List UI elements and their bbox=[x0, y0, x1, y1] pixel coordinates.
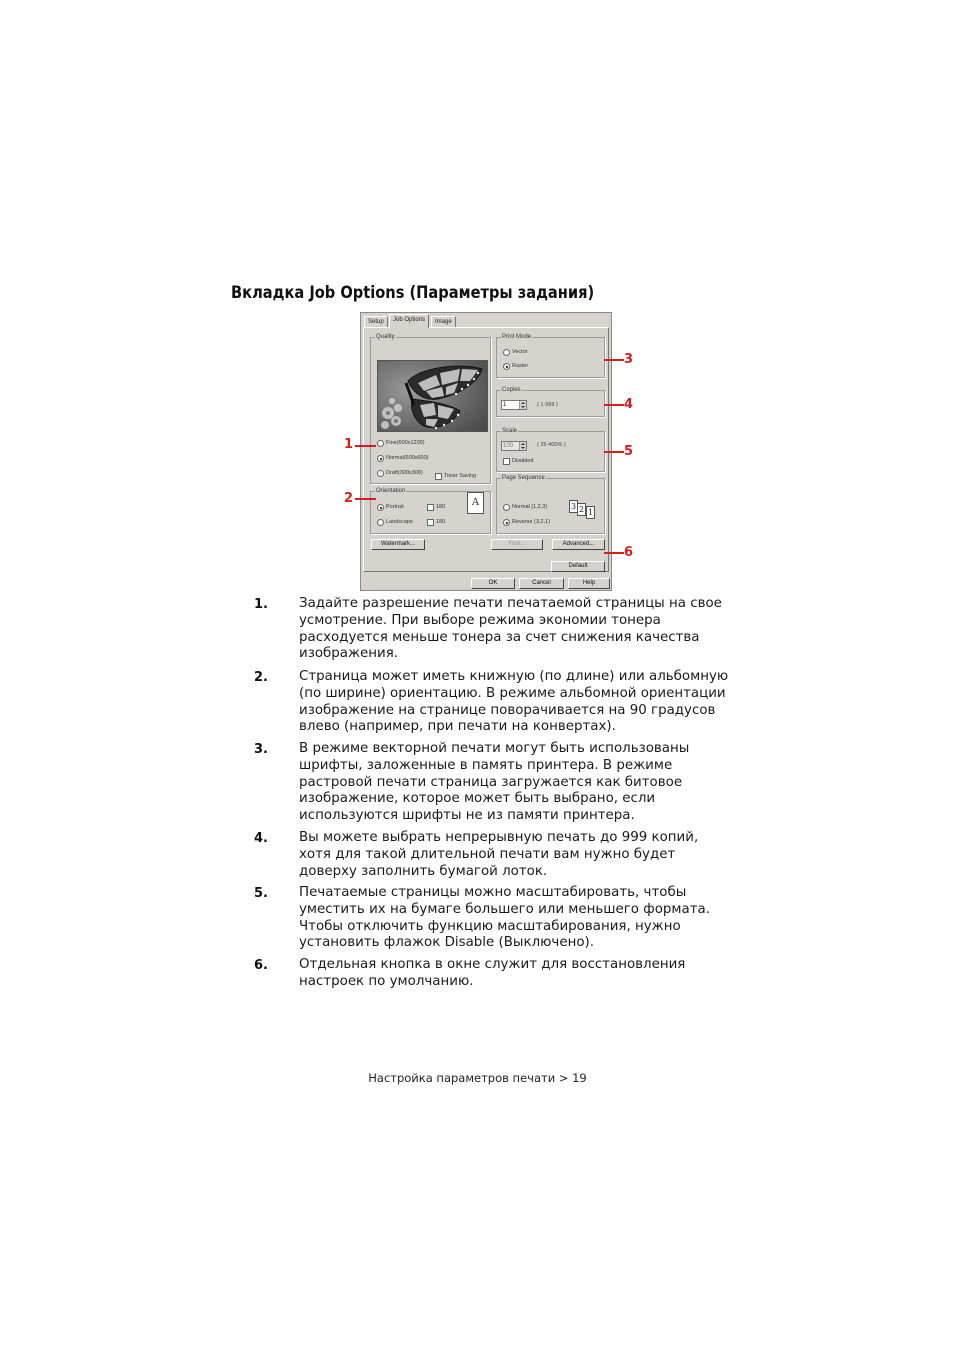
callout-5: 5 bbox=[624, 444, 634, 459]
list-item-text: Вы можете выбрать непрерывную печать до 999 копий, хотя для такой длительной печати вам нужно будет доверху заполнить бумагой лоток. bbox=[299, 830, 699, 879]
raster-radio[interactable]: Raster bbox=[503, 363, 528, 370]
radio-selected-icon bbox=[377, 455, 384, 462]
advanced-button[interactable]: Advanced... bbox=[552, 539, 605, 550]
checkbox-icon bbox=[427, 504, 434, 511]
tab-setup[interactable]: Setup bbox=[364, 316, 388, 327]
print-mode-legend: Print Mode bbox=[502, 334, 532, 340]
list-item-number: 2. bbox=[254, 670, 268, 685]
ok-button[interactable]: OK bbox=[471, 578, 515, 589]
radio-icon bbox=[503, 504, 510, 511]
landscape-radio[interactable]: Landscape bbox=[377, 519, 413, 526]
default-button[interactable]: Default bbox=[551, 561, 605, 572]
copies-stepper[interactable] bbox=[501, 400, 527, 410]
list-item-number: 4. bbox=[254, 831, 268, 846]
sequence-reverse-radio[interactable]: Reverse (3,2,1) bbox=[503, 519, 550, 526]
page-sequence-legend: Page Sequence bbox=[502, 475, 545, 481]
list-item-number: 1. bbox=[254, 597, 268, 612]
radio-selected-icon bbox=[377, 504, 384, 511]
radio-icon bbox=[503, 349, 510, 356]
print-mode-group bbox=[496, 334, 605, 378]
list-item-text: Отдельная кнопка в окне служит для восстановления настроек по умолчанию. bbox=[299, 957, 686, 989]
copies-range: ( 1-999 ) bbox=[537, 402, 558, 408]
callout-5-line bbox=[604, 451, 624, 453]
landscape-180-checkbox[interactable]: 180 bbox=[427, 519, 445, 526]
callout-4-line bbox=[604, 404, 624, 406]
sequence-page-1-icon: 1 bbox=[587, 508, 594, 517]
list-item-number: 3. bbox=[254, 742, 268, 757]
watermark-button[interactable]: Watermark... bbox=[371, 539, 425, 550]
list-item-text: Печатаемые страницы можно масштабировать, чтобы уместить их на бумаге большего или меньшего формата. Чтобы отключить функцию масштабирования, нужно установить флажок Disable (Выключено). bbox=[299, 885, 710, 951]
vector-radio[interactable]: Vector bbox=[503, 349, 528, 356]
radio-icon bbox=[377, 470, 384, 477]
printer-properties-dialog bbox=[360, 312, 612, 591]
callout-1-line bbox=[355, 445, 376, 447]
list-item-text: Страница может иметь книжную (по длине) или альбомную (по ширине) ориентацию. В режиме альбомной ориентации изображение на странице поворачивается на 90 градусов влево (например, при печати на конвертах). bbox=[299, 669, 729, 735]
checkbox-icon bbox=[427, 519, 434, 526]
scale-stepper[interactable] bbox=[501, 441, 527, 451]
page-heading: Вкладка Job Options (Параметры задания) bbox=[231, 283, 595, 303]
scale-disabled-checkbox[interactable]: Disabled bbox=[503, 458, 533, 465]
callout-6: 6 bbox=[624, 545, 634, 560]
callout-2-line bbox=[355, 498, 376, 500]
callout-3-line bbox=[604, 359, 624, 361]
callout-3: 3 bbox=[624, 352, 634, 367]
quality-legend: Quality bbox=[376, 334, 395, 340]
callout-2: 2 bbox=[344, 491, 354, 506]
list-item-text: Задайте разрешение печати печатаемой страницы на свое усмотрение. При выборе режима экономии тонера расходуется меньше тонера за счет снижения качества изображения. bbox=[299, 596, 722, 662]
cancel-button[interactable]: Cancel bbox=[519, 578, 564, 589]
spin-arrows-icon[interactable] bbox=[519, 401, 526, 409]
list-item-number: 6. bbox=[254, 958, 268, 973]
quality-normal-radio[interactable]: Normal(600x600) bbox=[377, 455, 429, 462]
checkbox-icon bbox=[503, 458, 510, 465]
font-button[interactable]: Font... bbox=[491, 539, 543, 550]
butterfly-image bbox=[378, 361, 488, 432]
tab-image[interactable]: Image bbox=[431, 316, 456, 327]
sequence-page-2-icon: 2 bbox=[578, 505, 585, 514]
help-button[interactable]: Help bbox=[568, 578, 610, 589]
radio-selected-icon bbox=[503, 363, 510, 370]
page-footer: Настройка параметров печати > 19 bbox=[368, 1071, 587, 1085]
orientation-page-icon: A bbox=[467, 492, 484, 514]
copies-value: 1 bbox=[503, 402, 507, 408]
quality-draft-radio[interactable]: Draft(300x300) bbox=[377, 470, 423, 477]
copies-legend: Copies bbox=[502, 387, 521, 393]
list-item-number: 5. bbox=[254, 886, 268, 901]
portrait-180-checkbox[interactable]: 180 bbox=[427, 504, 445, 511]
quality-preview-image bbox=[377, 360, 488, 432]
list-item-text: В режиме векторной печати могут быть использованы шрифты, заложенные в память принтера. В режиме растровой печати страница загружается как битовое изображение, которое может быть выбрано, если используются шрифты не из памяти принтера. bbox=[299, 741, 690, 824]
callout-4: 4 bbox=[624, 397, 634, 412]
radio-selected-icon bbox=[503, 519, 510, 526]
toner-saving-checkbox[interactable]: Toner Saving bbox=[435, 473, 476, 480]
scale-range: ( 25-400% ) bbox=[537, 442, 566, 448]
radio-icon bbox=[377, 440, 384, 447]
scale-value: 100 bbox=[503, 443, 514, 449]
callout-1: 1 bbox=[344, 437, 354, 452]
radio-icon bbox=[377, 519, 384, 526]
quality-fine-radio[interactable]: Fine(600x1200) bbox=[377, 440, 425, 447]
checkbox-icon bbox=[435, 473, 442, 480]
portrait-radio[interactable]: Portrait bbox=[377, 504, 404, 511]
scale-group bbox=[496, 428, 605, 472]
job-options-panel bbox=[363, 327, 609, 572]
sequence-page-3-icon: 3 bbox=[570, 502, 577, 511]
callout-6-line bbox=[604, 552, 624, 554]
sequence-normal-radio[interactable]: Normal (1,2,3) bbox=[503, 504, 547, 511]
scale-legend: Scale bbox=[502, 428, 518, 434]
spin-arrows-icon[interactable] bbox=[519, 442, 526, 450]
orientation-legend: Orientation bbox=[376, 488, 406, 494]
tab-job-options[interactable]: Job Options bbox=[389, 314, 429, 328]
